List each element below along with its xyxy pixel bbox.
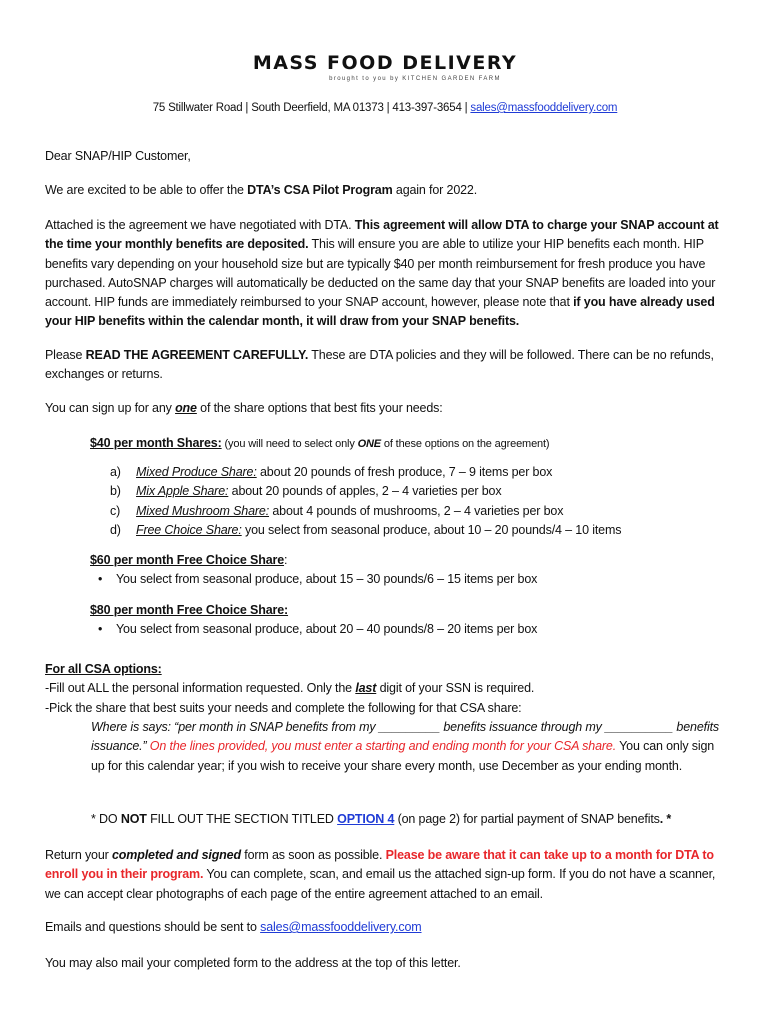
return-c: form as soon as possible. (240, 848, 386, 862)
share-80-title: $80 per month Free Choice Share: (90, 603, 289, 617)
intro-pre: We are excited to be able to offer the (45, 183, 248, 197)
note-e: (on page 2) for partial payment of SNAP benefits (394, 812, 660, 826)
option-letter: b) (110, 484, 121, 499)
bullet-icon: • (98, 622, 103, 637)
note-c: FILL OUT THE SECTION TITLED (146, 812, 338, 826)
read-text-c: These are DTA policies and they will be followed. There can be no refunds, exchanges or returns. (45, 348, 714, 382)
share-40 (90, 434, 730, 454)
return-alert: Please be aware that it can take up to a month for DTA to enroll you in their program. (45, 848, 714, 882)
share-40-note-c: of these options on the agreement) (381, 438, 550, 450)
return-paragraph (45, 846, 725, 904)
csa-red-instruction: On the lines provided, you must enter a starting and ending month for your CSA share. (146, 739, 617, 754)
share-80-bullet (90, 620, 730, 639)
bullet-icon: • (98, 572, 103, 587)
option-desc: about 20 pounds of apples, 2 – 4 varieties per box (228, 484, 502, 499)
note-not: NOT (120, 812, 147, 826)
option-desc: about 4 pounds of mushrooms, 2 – 4 varieties per box (269, 503, 564, 518)
option-name: Free Choice Share: (136, 522, 242, 537)
option4-note (91, 810, 727, 829)
read-carefully-paragraph (45, 346, 725, 385)
brand-tagline: brought to you by KITCHEN GARDEN FARM (329, 76, 501, 82)
csa-line1-c: digit of your SSN is required. (376, 681, 535, 696)
note-a: * DO (91, 812, 121, 826)
agreement-text-a: Attached is the agreement we have negotiated with DTA. (45, 218, 355, 232)
signup-one: one (175, 401, 197, 415)
option-name: Mixed Produce Share: (136, 465, 257, 479)
share-60-bullet (90, 570, 730, 589)
read-text-a: Please (45, 348, 86, 362)
agreement-paragraph (45, 216, 725, 332)
emails-paragraph (45, 918, 725, 937)
agreement-text-d: if you have already used your HIP benefits within the calendar month, it will draw from your SNAP benefits. (45, 295, 715, 329)
agreement-text-b: This agreement will allow DTA to charge your SNAP account at the time your monthly benefits are deposited. (45, 218, 719, 252)
share-60-text: You select from seasonal produce, about 15 – 30 pounds/6 – 15 items per box (116, 572, 538, 587)
csa-title: For all CSA options: (45, 662, 162, 676)
footer-email-link[interactable]: sales@massfooddelivery.com (260, 920, 422, 934)
share-60-title: $60 per month Free Choice Share (90, 553, 285, 567)
emails-text: Emails and questions should be sent to (45, 920, 261, 934)
read-text-b: READ THE AGREEMENT CAREFULLY. (85, 348, 309, 362)
option-name: Mix Apple Share: (136, 484, 229, 499)
brand-logo (0, 52, 770, 83)
return-e: You can complete, scan, and email us the attached sign-up form. If you do not have a scanner, we can accept clear photographs of each page of the entire agreement attached to an email. (45, 867, 716, 901)
intro-paragraph (45, 181, 725, 200)
note-f: . * (659, 812, 672, 826)
return-a: Return your (45, 848, 112, 862)
share-60 (90, 551, 730, 590)
share-40-note-b: ONE (357, 438, 381, 450)
share-option (110, 521, 730, 540)
share-80 (90, 601, 730, 640)
share-40-options (110, 463, 730, 540)
mail-text: You may also mail your completed form to the address at the top of this letter. (45, 956, 461, 970)
program-name: DTA’s CSA Pilot Program (247, 183, 393, 197)
csa-quote: Where is says: “per month in SNAP benefits from my _________ benefits issuance through my __________ benefits issuance.” (91, 720, 719, 754)
share-40-note-a: (you will need to select only (221, 438, 358, 450)
option4-link[interactable]: OPTION 4 (337, 812, 395, 826)
share-option (110, 502, 730, 521)
greeting-text: Dear SNAP/HIP Customer, (45, 149, 191, 163)
option-letter: d) (110, 522, 121, 537)
option-name: Mixed Mushroom Share: (136, 503, 270, 518)
share-80-text: You select from seasonal produce, about 20 – 40 pounds/8 – 20 items per box (116, 622, 538, 637)
header-email-link[interactable]: sales@massfooddelivery.com (470, 102, 618, 114)
share-40-title: $40 per month Shares: (90, 436, 222, 450)
csa-line2: -Pick the share that best suits your needs and complete the following for that CSA share: (45, 700, 522, 715)
address-line (0, 102, 770, 114)
brand-title: MASS FOOD DELIVERY (252, 52, 518, 74)
csa-line1-last: last (355, 681, 377, 696)
csa-instructions (91, 718, 727, 776)
csa-line1-a: -Fill out ALL the personal information requested. Only the (45, 681, 356, 696)
signup-text-a: You can sign up for any (45, 401, 176, 415)
intro-post: again for 2022. (392, 183, 478, 197)
option-desc: about 20 pounds of fresh produce, 7 – 9 items per box (256, 465, 553, 479)
signup-paragraph (45, 399, 725, 418)
address-text: 75 Stillwater Road | South Deerfield, MA 01373 | 413-397-3654 | (152, 102, 471, 114)
share-60-colon: : (284, 553, 288, 567)
share-option (110, 482, 730, 501)
option-desc: you select from seasonal produce, about 10 – 20 pounds/4 – 10 items (241, 522, 622, 537)
return-b: completed and signed (111, 848, 241, 862)
csa-post: You can only sign up for this calendar year; if you wish to receive your share every month, use December as your ending month. (91, 739, 715, 773)
share-option (110, 463, 730, 482)
mail-paragraph (45, 954, 725, 973)
greeting (45, 147, 725, 166)
signup-text-c: of the share options that best fits your needs: (196, 401, 443, 415)
csa-section (45, 660, 725, 718)
option-letter: a) (110, 465, 121, 479)
agreement-text-c: This will ensure you are able to utilize your HIP benefits each month. HIP benefits vary depending on your household size but are typically $40 per month reimbursement for fresh produce you have purchased. AutoSNAP charges will automatically be deducted on the same day that your SNAP benefits are loaded into your account. HIP funds are immediately reimbursed to your SNAP account, however, please note that (45, 237, 716, 310)
option-letter: c) (110, 503, 121, 518)
